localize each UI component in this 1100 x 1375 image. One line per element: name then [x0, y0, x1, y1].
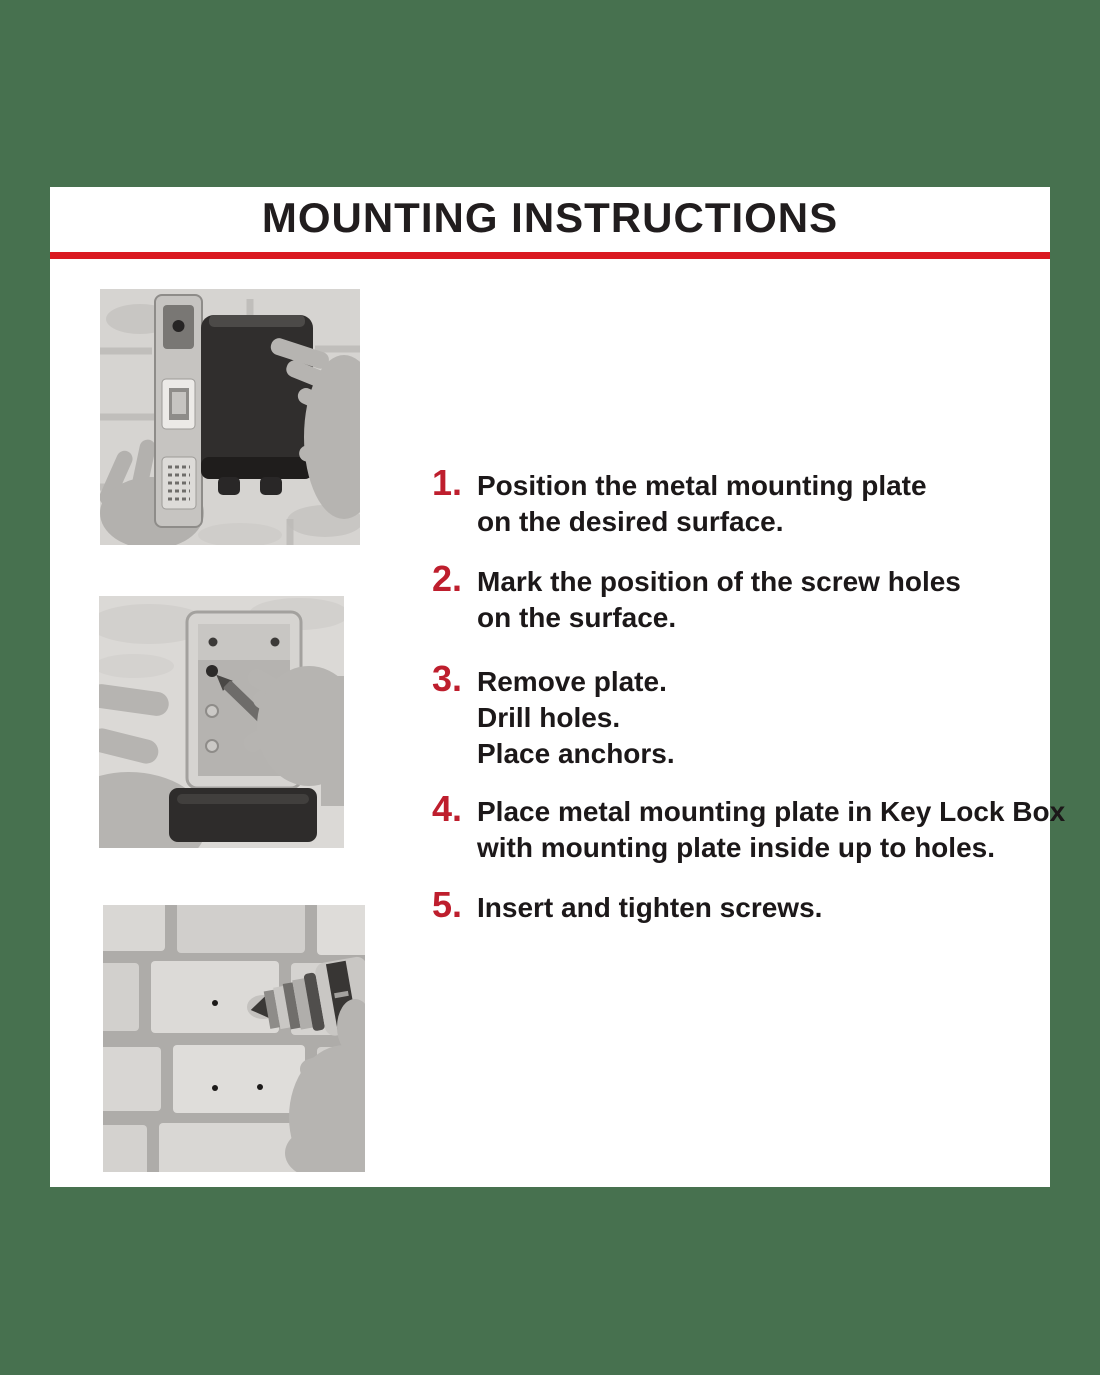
- instruction-step-1: [432, 462, 1050, 540]
- instruction-text: [477, 468, 927, 540]
- instruction-step-5: [432, 884, 1050, 926]
- photo-step-1-illustration: [100, 289, 360, 545]
- instruction-line: on the surface.: [477, 602, 677, 633]
- photo-step-3: [103, 905, 365, 1172]
- step-number: 1.: [432, 462, 463, 503]
- instruction-line: on the desired surface.: [477, 506, 784, 537]
- key-lock-box: [201, 315, 313, 495]
- instruction-text: [477, 794, 1065, 866]
- instruction-text: [477, 890, 822, 926]
- instruction-step-2: [432, 558, 1050, 636]
- photo-step-2: [99, 596, 344, 848]
- photo-step-1: [100, 289, 360, 545]
- instruction-text: [477, 564, 961, 636]
- step-number: 4.: [432, 788, 463, 829]
- step-number: 2.: [432, 558, 463, 599]
- instruction-line: Insert and tighten screws.: [477, 892, 823, 923]
- instruction-line: Place metal mounting plate in Key Lock Box: [477, 796, 1066, 827]
- content-panel: [50, 187, 1066, 1187]
- step-number: 5.: [432, 884, 463, 925]
- instruction-line: Position the metal mounting plate: [477, 470, 927, 501]
- mounting-plate: [155, 295, 202, 527]
- instruction-text: [477, 664, 675, 772]
- instruction-line: with mounting plate inside up to holes.: [477, 832, 995, 863]
- instruction-line: Mark the position of the screw holes: [477, 566, 961, 597]
- page-title: MOUNTING INSTRUCTIONS: [261, 194, 839, 241]
- photo-step-2-illustration: [99, 596, 344, 848]
- step-number: 3.: [432, 658, 463, 699]
- instruction-line: Drill holes.: [477, 702, 621, 733]
- instruction-line: Place anchors.: [477, 738, 675, 769]
- key-lock-box-bottom: [169, 788, 317, 842]
- instruction-line: Remove plate.: [477, 666, 667, 697]
- photo-step-3-illustration: [103, 905, 365, 1172]
- instruction-step-3: [432, 658, 1050, 772]
- instruction-step-4: [432, 788, 1066, 866]
- title-divider: [50, 252, 1050, 259]
